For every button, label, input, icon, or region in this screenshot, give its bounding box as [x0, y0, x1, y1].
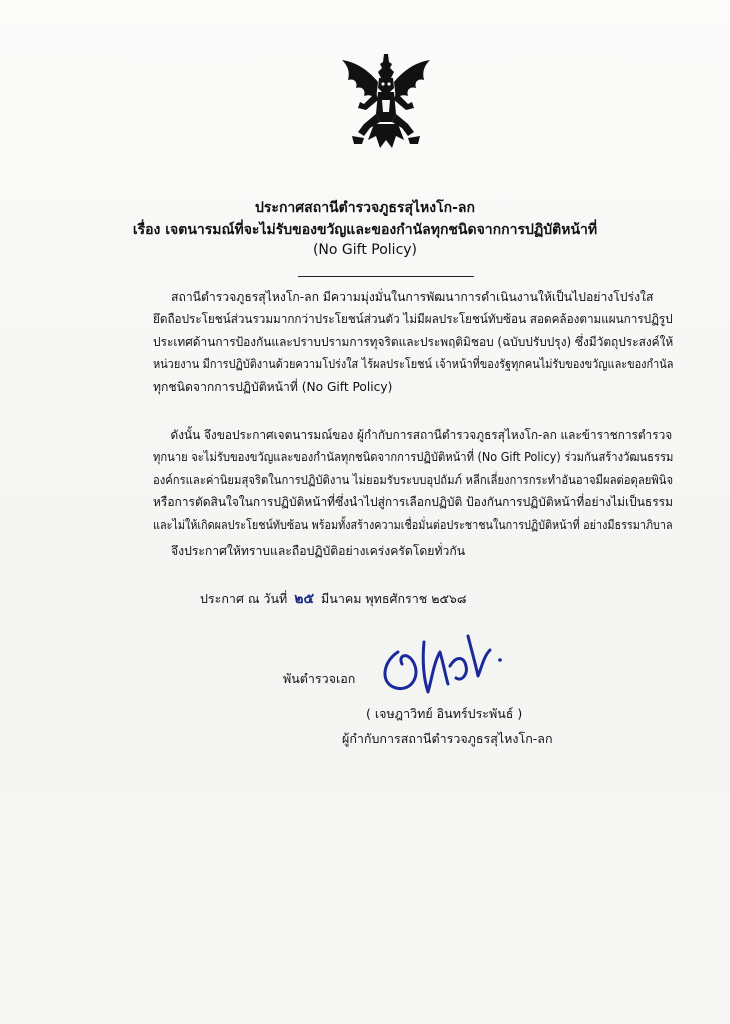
paragraph-line: สถานีตำรวจภูธรสุไหงโก-ลก มีความมุ่งมั่นในการพัฒนาการดำเนินงานให้เป็นไปอย่างโปร่งใส: [171, 290, 654, 304]
announcement-subject: เรื่อง เจตนารมณ์ที่จะไม่รับของขวัญและของกำนัลทุกชนิดจากการปฏิบัติหน้าที่: [132, 222, 598, 238]
garuda-emblem-icon: [334, 52, 438, 152]
announcement-title: ประกาศสถานีตำรวจภูธรสุไหงโก-ลก: [255, 200, 475, 216]
paragraph-line: และไม่ให้เกิดผลประโยชน์ทับซ้อน พร้อมทั้งสร้างความเชื่อมั่นต่อประชาชนในการปฏิบัติหน้าที่ อย่างมีธรรมาภิบาล: [153, 517, 673, 532]
policy-name: (No Gift Policy): [312, 242, 418, 258]
paragraph-line: ทุกชนิดจากการปฏิบัติหน้าที่ (No Gift Policy): [153, 379, 393, 394]
paragraph-declaration: [153, 424, 673, 536]
paragraph-line: หน่วยงาน มีการปฏิบัติงานด้วยความโปร่งใส ไร้ผลประโยชน์ เจ้าหน้าที่ของรัฐทุกคนไม่รับของขวัญและของกำนัล: [153, 357, 674, 372]
paragraph-line: หรือการตัดสินใจในการปฏิบัติหน้าที่ซึ่งนำไปสู่การเลือกปฏิบัติ ป้องกันการปฏิบัติหน้าที่อย่างไม่เป็นธรรม: [153, 495, 673, 510]
paragraph-line: ทุกนาย จะไม่รับของขวัญและของกำนัลทุกชนิดจากการปฏิบัติหน้าที่ (No Gift Policy) ร่วมกันสร้างวัฒนธรรม: [153, 450, 674, 465]
date-month-year: มีนาคม พุทธศักราช ๒๕๖๘: [321, 591, 467, 606]
header-divider: [298, 276, 474, 277]
signatory-position: ผู้กำกับการสถานีตำรวจภูธรสุไหงโก-ลก: [342, 731, 553, 746]
handwritten-signature: [372, 622, 512, 700]
paragraph-line: ดังนั้น จึงขอประกาศเจตนารมณ์ของ ผู้กำกับการสถานีตำรวจภูธรสุไหงโก-ลก และข้าราชการตำรวจ: [170, 428, 673, 442]
paragraph-line: จึงประกาศให้ทราบและถือปฏิบัติอย่างเคร่งครัดโดยทั่วกัน: [171, 544, 466, 558]
paragraph-line: องค์กรและค่านิยมสุจริตในการปฏิบัติงาน ไม่ยอมรับระบบอุปถัมภ์ หลีกเลี่ยงการกระทำอันอาจมีผลต่อดุลยพินิจ: [153, 472, 674, 487]
signatory-rank: พันตำรวจเอก: [283, 671, 356, 686]
paragraph-intro: [153, 286, 673, 398]
paragraph-line: ยึดถือประโยชน์ส่วนรวมมากกว่าประโยชน์ส่วนตัว ไม่มีผลประโยชน์ทับซ้อน สอดคล้องตามแผนการปฏิรูป: [153, 312, 673, 327]
date-prefix: ประกาศ ณ วันที่: [200, 591, 288, 606]
announcement-date: [200, 588, 467, 610]
date-day: ๒๕: [294, 591, 315, 607]
paragraph-line: ประเทศด้านการป้องกันและปราบปรามการทุจริตและประพฤติมิชอบ (ฉบับปรับปรุง) ซึ่งมีวัตถุประสงค์ให้: [153, 334, 674, 349]
signatory-name: ( เจษฎาวิทย์ อินทร์ประพันธ์ ): [366, 706, 523, 721]
paragraph-closing: [153, 540, 673, 562]
